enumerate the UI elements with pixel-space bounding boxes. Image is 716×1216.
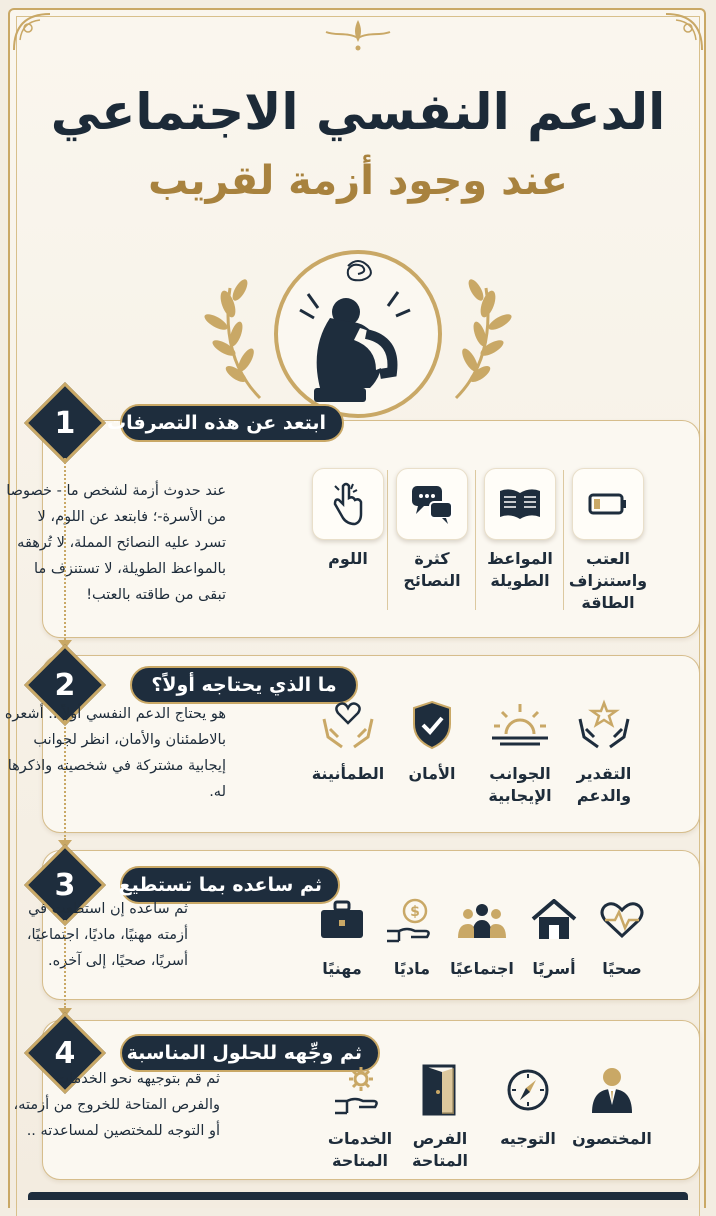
section-item <box>390 695 474 785</box>
section-item-label: أسريًا <box>532 959 576 978</box>
section-item-label: اللوم <box>328 549 368 568</box>
section-item-label: الخدمات المتاحة <box>327 1129 393 1170</box>
section-item <box>562 695 646 807</box>
item-divider <box>563 470 564 610</box>
section-item-label: التوجيه <box>500 1129 556 1148</box>
page-subtitle: عند وجود أزمة لقريب <box>148 158 568 204</box>
briefcase-icon <box>302 890 382 950</box>
hands-star-icon <box>564 695 644 755</box>
section-description: ثم ساعده إن استطعت في أزمته مهنيًا، ماديًا، اجتماعيًا، أسريًا، صحيًا، إلى آخره. <box>26 901 188 969</box>
hands-heart-icon <box>308 695 388 755</box>
house-icon <box>514 890 594 950</box>
top-ornament-icon <box>318 14 398 54</box>
section-item <box>478 468 562 592</box>
section-heading: ما الذي يحتاجه أولاً؟ <box>130 666 358 704</box>
section-number: 4 <box>54 1035 76 1071</box>
compass-icon <box>488 1060 568 1120</box>
money-hand-icon <box>372 890 452 950</box>
section-item <box>306 468 390 570</box>
section-item-label: المواعظ الطويلة <box>487 549 553 590</box>
gear-hand-icon <box>320 1060 400 1120</box>
section-description: هو يحتاج الدعم النفسي أولاً .. أشعره بالاطمئنان والأمان، انظر لجوانب إيجابية مشتركة في شخصيته واذكرها له. <box>4 706 226 800</box>
section-item-label: الجوانب الإيجابية <box>488 764 552 805</box>
open-book-icon <box>484 468 556 540</box>
section-item-label: ماديًا <box>393 959 431 978</box>
section-item-label: الأمان <box>408 764 456 783</box>
step-connector <box>64 458 66 640</box>
step-connector <box>64 920 66 1008</box>
page-title: الدعم النفسي الاجتماعي <box>50 83 666 141</box>
section-item <box>486 1060 570 1150</box>
section-item-label: المختصون <box>572 1129 652 1148</box>
sunrise-icon <box>480 695 560 755</box>
section-number: 3 <box>54 867 76 903</box>
section-item-label: الفرص المتاحة <box>412 1129 468 1170</box>
section-item-label: التقدير والدعم <box>576 764 632 805</box>
step-connector <box>64 720 66 840</box>
section-item <box>306 695 390 785</box>
section-number: 2 <box>54 667 76 703</box>
section-description: عند حدوث أزمة لشخص ما - خصوصا من الأسرة-؛ فابتعد عن اللوم، لا تسرد عليه النصائح المملة، لا تُرهقه بالمواعظ الطويلة، لا تستنزف ما تبقى من طاقته بالعتب! <box>6 483 226 603</box>
low-battery-icon <box>572 468 644 540</box>
svg-text:$: $ <box>410 904 420 920</box>
section-item-label: اجتماعيًا <box>450 959 514 978</box>
section-number: 1 <box>54 405 76 441</box>
professional-person-icon <box>572 1060 652 1120</box>
section-heading: ثم وجِّهه للحلول المناسبة <box>120 1034 380 1072</box>
people-group-icon <box>442 890 522 950</box>
section-item-label: صحيًا <box>602 959 642 978</box>
distressed-person-illustration <box>190 248 526 418</box>
section-description: ثم قم بتوجيهه نحو الخدمات والفرص المتاحة للخروج من أزمته، أو التوجه للمختصين لمساعدته .. <box>13 1071 220 1139</box>
section-item <box>566 468 650 614</box>
section-item <box>318 1060 402 1172</box>
section-heading: ثم ساعده بما تستطيع <box>120 866 340 904</box>
bottom-bar <box>28 1192 688 1200</box>
section-item <box>390 468 474 592</box>
shield-check-icon <box>392 695 472 755</box>
section-item <box>570 1060 654 1150</box>
chat-bubbles-icon <box>396 468 468 540</box>
item-divider <box>475 470 476 610</box>
section-item <box>398 1060 482 1172</box>
pointing-hand-icon <box>312 468 384 540</box>
section-item-label: العتب واستنزاف الطاقة <box>568 549 648 612</box>
section-item-label: كثرة النصائح <box>403 549 461 590</box>
corner-ornament-icon <box>10 10 56 56</box>
section-item <box>512 890 596 980</box>
section-item-label: مهنيًا <box>322 959 362 978</box>
section-heading: ابتعد عن هذه التصرفات <box>120 404 344 442</box>
corner-ornament-icon <box>660 10 706 56</box>
section-item <box>478 695 562 807</box>
section-item <box>300 890 384 980</box>
section-item-label: الطمأنينة <box>311 764 385 783</box>
open-door-icon <box>400 1060 480 1120</box>
